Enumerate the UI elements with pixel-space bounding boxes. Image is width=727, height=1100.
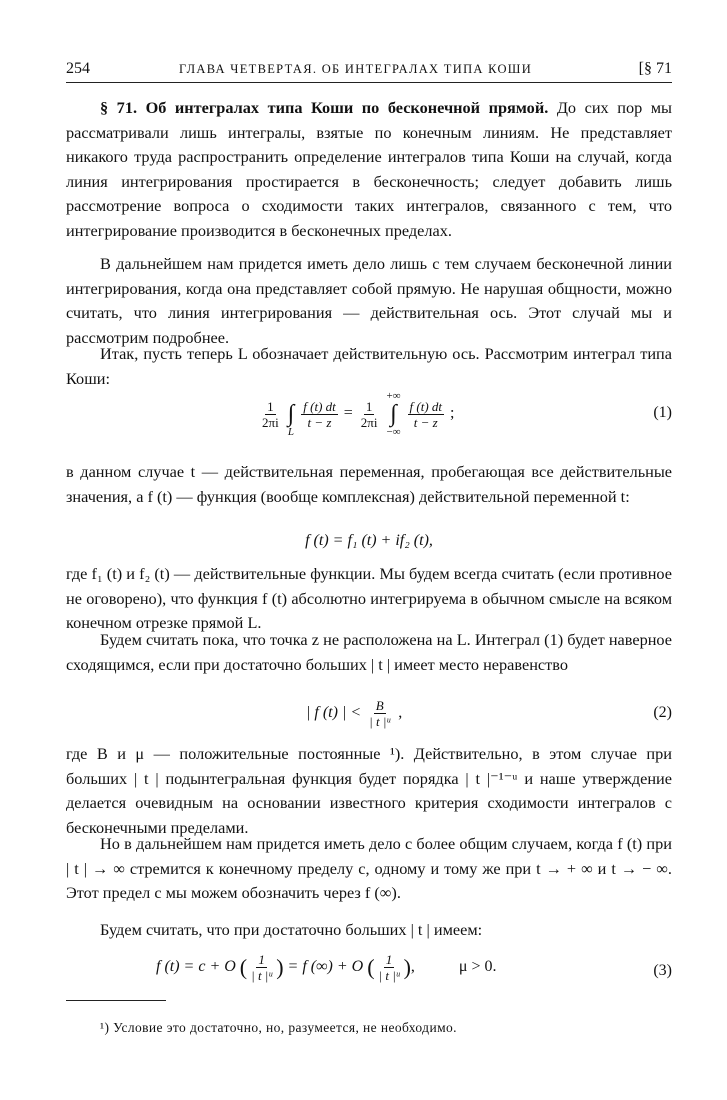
- paragraph-1: [66, 96, 672, 243]
- equation-3-number: (3): [653, 962, 672, 979]
- paragraph-7: [66, 742, 672, 840]
- paragraph-3-text: Итак, пусть теперь L обозначает действительную ось. Рассмотрим интеграл типа Коши:: [66, 344, 672, 388]
- paragraph-1-text: До сих пор мы рассматривали лишь интегралы, взятые по конечным линиям. Не представляет никакого труда распространить определение интегралов типа Коши на случай, когда линия интегрирования простирается в бесконечность; следует добавить лишь рассмотрение вопроса о сходимости таких интегралов, связанного с тем, что интегрирование производится в бесконечных пределах.: [66, 98, 672, 240]
- eq3-fraction-1: $\frac{1}{\text{| t |ᵘ}}$: [251, 952, 273, 983]
- eq1-integral-L: ∫ L: [287, 401, 295, 438]
- equation-1-number: (1): [653, 404, 672, 421]
- footnote-rule: [66, 1000, 166, 1001]
- equation-3: f (t) = c + O ( $\frac{1}{\text{| t |ᵘ}}$ ) = f (∞) + O ( $\frac{1}{\text{| t |ᵘ}}$ ), μ > 0. (3): [156, 952, 672, 983]
- paragraph-8: [66, 832, 672, 906]
- paragraph-4: [66, 460, 672, 509]
- paragraph-2: [66, 252, 672, 350]
- paragraph-5-text: где f₁ (t) и f₂ (t) — действительные функции. Мы будем всегда считать (если противное не оговорено), что функция f (t) абсолютно интегрируема в обычном смысле на всяком конечном отрезке прямой L.: [66, 564, 672, 632]
- eq1-integrand-right: $\frac{f (t) dt}{t - z}$: [409, 398, 443, 430]
- paragraph-2-text: В дальнейшем нам придется иметь дело лишь с тем случаем бесконечной линии интегрирования, когда она представляет собой прямую. Не нарушая общности, можно считать, что линия интегрирования — действительная ось. Этот случай мы и рассмотрим подробнее.: [66, 254, 672, 347]
- section-title: § 71. Об интегралах типа Коши по бесконечной прямой.: [100, 98, 549, 117]
- equation-2-number: (2): [653, 704, 672, 721]
- paragraph-6-text: Будем считать пока, что точка z не расположена на L. Интеграл (1) будет наверное сходящимся, если при достаточно больших | t | имеет место неравенство: [66, 630, 672, 674]
- page-number: 254: [66, 60, 90, 77]
- eq1-coef-right: $\frac{1}{2\pi i}$: [360, 398, 378, 430]
- paragraph-9-text: Будем считать, что при достаточно больших | t | имеем:: [100, 920, 483, 939]
- section-marker: [§ 71: [638, 60, 672, 77]
- eq2-fraction: $\frac{B}{\text{| t |ᵘ}}$: [369, 698, 391, 729]
- paragraph-5: [66, 562, 672, 636]
- running-header: [66, 60, 672, 83]
- eq1-integrand-left: $\frac{f (t) dt}{t - z}$: [303, 398, 336, 430]
- paragraph-7-text: где B и μ — положительные постоянные ¹). Действительно, в этом случае при больших | t | подынтегральная функция будет порядка | t |⁻¹⁻ᵘ и наше утверждение делается очевидным на основании известного критерия сходимости интегралов с бесконечными пределами.: [66, 744, 672, 837]
- footnote: ¹) Условие это достаточно, но, разумеется, не необходимо.: [100, 1020, 457, 1035]
- paragraph-4-text: в данном случае t — действительная переменная, пробегающая все действительные значения, а f (t) — функция (вообще комплексная) действительной переменной t:: [66, 462, 672, 506]
- equation-f-decomposition: f (t) = f₁ (t) + if₂ (t),: [305, 532, 433, 549]
- equation-2: | f (t) | < $\frac{B}{\text{| t |ᵘ}}$ , (2): [306, 698, 672, 729]
- eq1-coef-left: $\frac{1}{2\pi i}$: [262, 398, 279, 430]
- eq1-integral-real: +∞ ∫ −∞: [386, 390, 401, 438]
- running-title: ГЛАВА ЧЕТВЕРТАЯ. ОБ ИНТЕГРАЛАХ ТИПА КОШИ: [179, 62, 533, 76]
- eq3-fraction-2: $\frac{1}{\text{| t |ᵘ}}$: [378, 952, 400, 983]
- equation-1: $\frac{1}{2\pi i}$ ∫ L $\frac{f (t) dt}{t - z}$ = $\frac{1}{2\pi i}$ +∞ ∫ −∞ $\frac{f (t) dt}{t - z}$ ; (1): [262, 390, 672, 438]
- paragraph-3: [66, 342, 672, 391]
- paragraph-8-text: Но в дальнейшем нам придется иметь дело с более общим случаем, когда f (t) при | t | → ∞ стремится к конечному пределу c, одному и тому же при t → + ∞ и t → − ∞. Этот предел c мы можем обозначить через f (∞).: [66, 834, 672, 902]
- paragraph-9: [66, 918, 672, 943]
- paragraph-6: [66, 628, 672, 677]
